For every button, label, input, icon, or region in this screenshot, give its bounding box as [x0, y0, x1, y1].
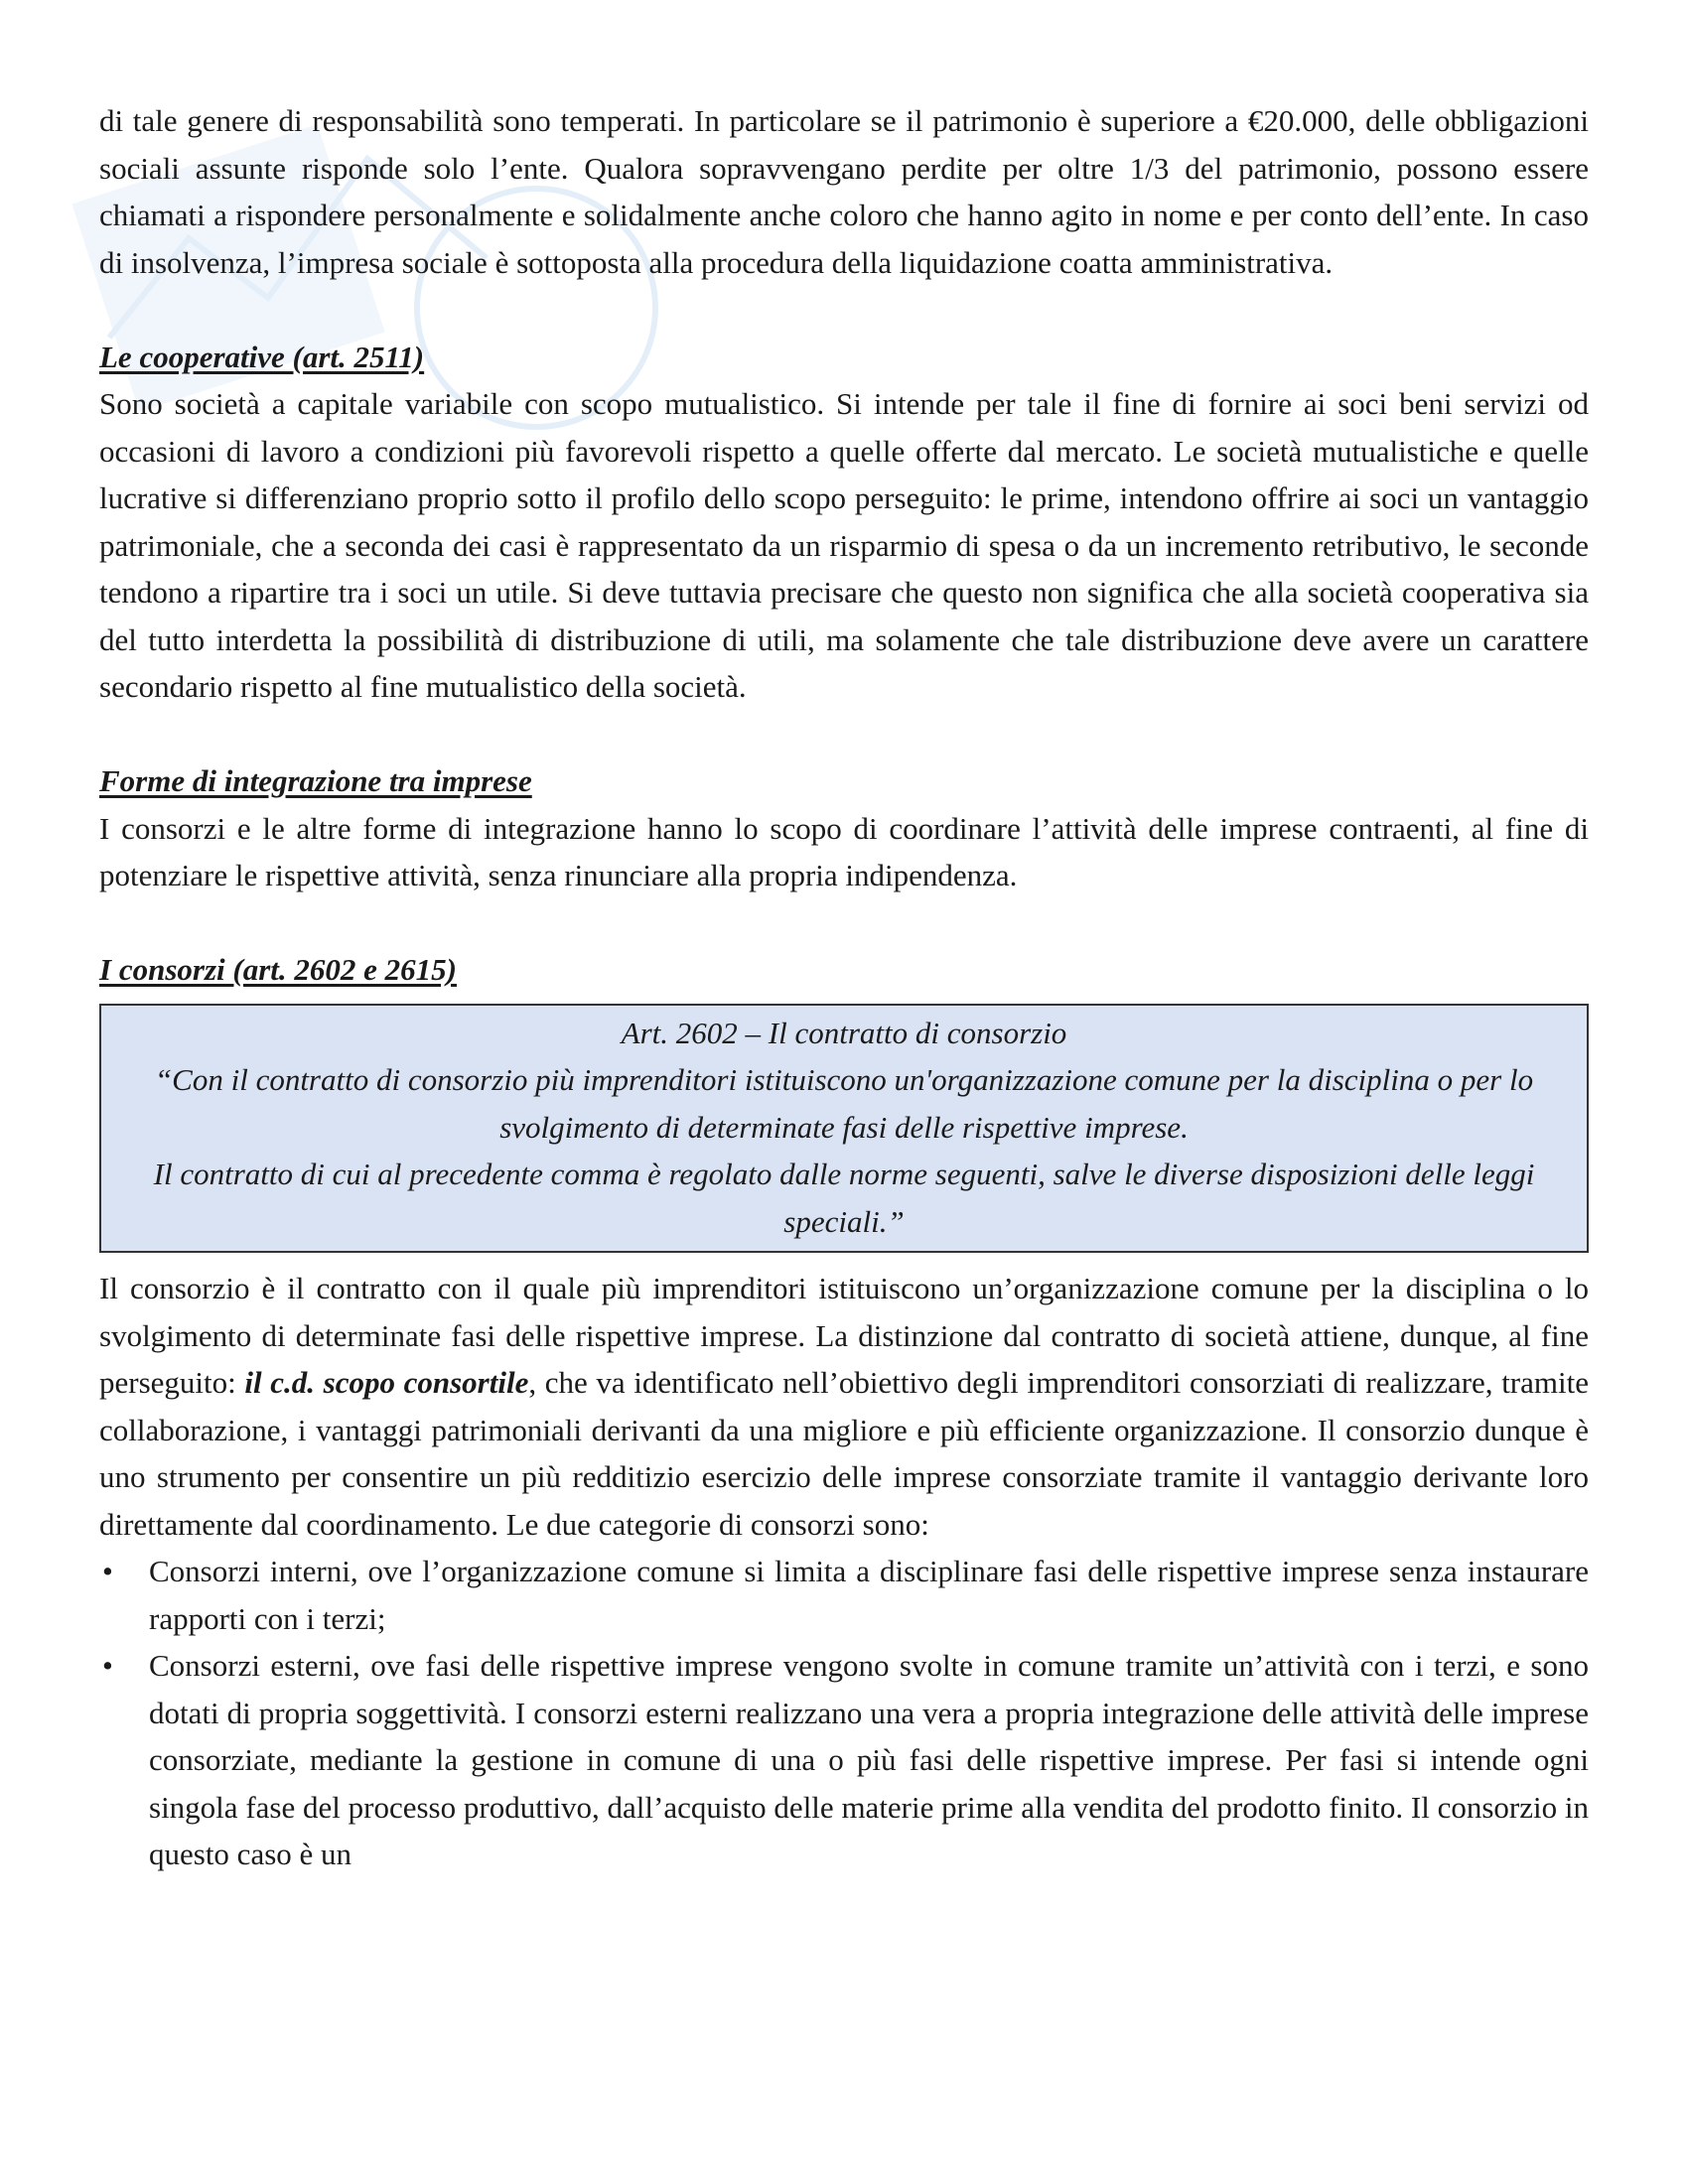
consorzio-paragraph — [99, 1265, 1589, 1548]
consorzio-text-b: , che va identificato nell’obiettivo degli imprenditori consorziati di realizzare, tramite collaborazione, i vantaggi patrimoniali derivanti da una migliore e più efficiente organizzazione. Il consorzio dunque è uno strumento per consentire un più redditizio esercizio delle imprese consorziate tramite il vantaggio derivante loro direttamente dal coordinamento. Le due categorie di consorzi sono: — [99, 1365, 1589, 1542]
consorzio-text-a: Il consorzio è il contratto con il quale più imprenditori istituiscono un’organizzazione comune per la disciplina o lo svolgimento di determinate fasi delle rispettive imprese. La distinzione dal contratto di società attiene, dunque, al fine perseguito: — [99, 1271, 1589, 1400]
bullet-icon: • — [102, 1648, 113, 1683]
heading-cooperative: Le cooperative (art. 2511) — [99, 339, 425, 374]
cooperative-paragraph: Sono società a capitale variabile con scopo mutualistico. Si intende per tale il fine di fornire ai soci beni servizi od occasioni di lavoro a condizioni più favorevoli rispetto a quelle offerte dal mercato. Le società mutualistiche e quelle lucrative si differenziano proprio sotto il profilo dello scopo perseguito: le prime, intendono offrire ai soci un vantaggio patrimoniale, che a seconda dei casi è rappresentato da un risparmio di spesa o da un incremento retributivo, le seconde tendono a ripartire tra i soci un utile. Si deve tuttavia precisare che questo non significa che alla società cooperativa sia del tutto interdetta la possibilità di distribuzione di utili, ma solamente che tale distribuzione deve avere un carattere secondario rispetto al fine mutualistico della società. — [99, 386, 1589, 704]
article-quote-box — [99, 1004, 1589, 1254]
list-item-text: Consorzi esterni, ove fasi delle rispettive imprese vengono svolte in comune tramite un’attività con i terzi, e sono dotati di propria soggettività. I consorzi esterni realizzano una vera a propria integrazione delle attività delle imprese consorziate, mediante la gestione in comune di una o più fasi delle rispettive imprese. Per fasi si intende ogni singola fase del processo produttivo, dall’acquisto delle materie prime alla vendita del prodotto finito. Il consorzio in questo caso è un — [149, 1648, 1589, 1871]
heading-integrazione: Forme di integrazione tra imprese — [99, 763, 532, 798]
quote-line-2: Il contratto di cui al precedente comma è regolato dalle norme seguenti, salve le diverse disposizioni delle leggi speciali.” — [153, 1157, 1535, 1239]
list-item — [99, 1642, 1589, 1878]
quote-line-1: “Con il contratto di consorzio più imprenditori istituiscono un'organizzazione comune per la disciplina o per lo svolgimento di determinate fasi delle rispettive imprese. — [154, 1062, 1534, 1145]
integrazione-paragraph: I consorzi e le altre forme di integrazione hanno lo scopo di coordinare l’attività delle imprese contraenti, al fine di potenziare le rispettive attività, senza rinunciare alla propria indipendenza. — [99, 810, 1589, 892]
list-item — [99, 1548, 1589, 1642]
quote-title: Art. 2602 – Il contratto di consorzio — [621, 1015, 1067, 1050]
intro-paragraph: di tale genere di responsabilità sono temperati. In particolare se il patrimonio è superiore a €20.000, delle obbligazioni sociali assunte risponde solo l’ente. Qualora sopravvengano perdite per oltre 1/3 del patrimonio, possono essere chiamati a rispondere personalmente e solidalmente anche coloro che hanno agito in nome e per conto dell’ente. In caso di insolvenza, l’impresa sociale è sottoposta alla procedura della liquidazione coatta amministrativa. — [99, 103, 1589, 280]
list-item-text: Consorzi interni, ove l’organizzazione comune si limita a disciplinare fasi delle rispettive imprese senza instaurare rapporti con i terzi; — [149, 1554, 1589, 1636]
heading-consorzi: I consorzi (art. 2602 e 2615) — [99, 952, 457, 987]
scopo-consortile-emphasis: il c.d. scopo consortile — [244, 1365, 529, 1400]
bullet-icon: • — [102, 1554, 113, 1588]
document-page — [99, 97, 1589, 1878]
consorzi-categories-list — [99, 1548, 1589, 1878]
